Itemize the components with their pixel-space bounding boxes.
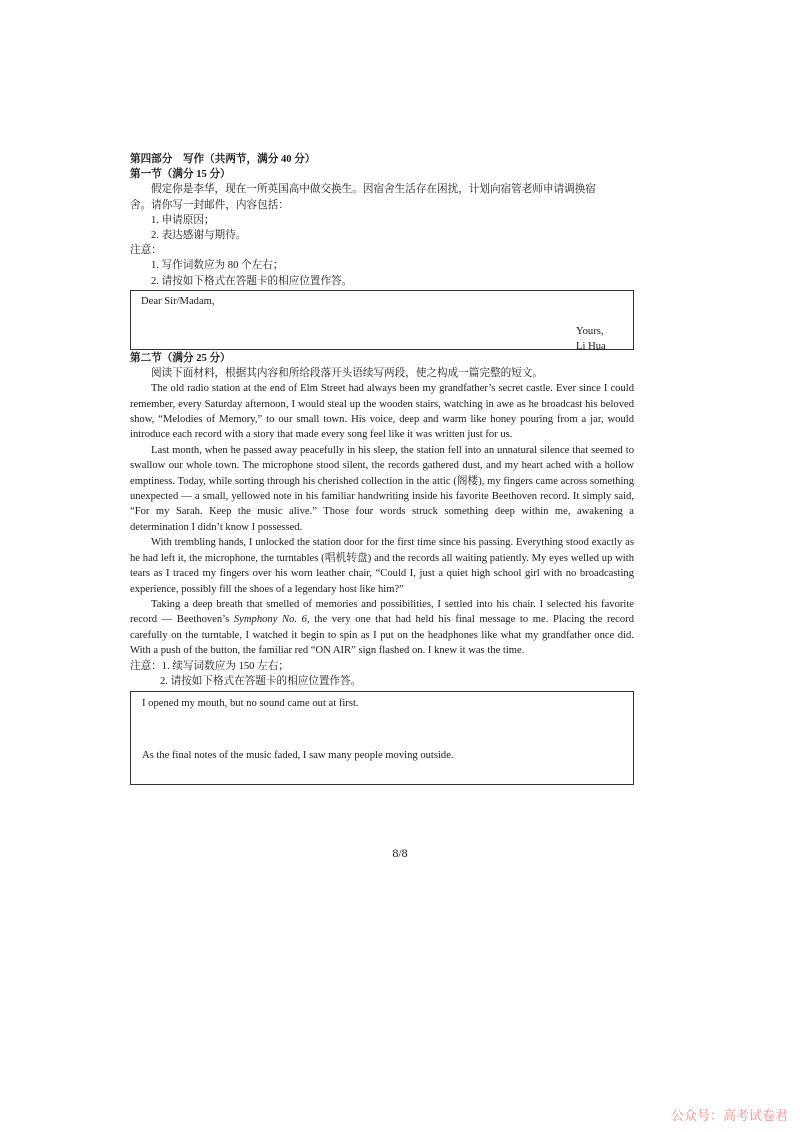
section1-item2: 2. 表达感谢与期待。 [151, 230, 247, 242]
section1-note1: 1. 写作词数应为 80 个左右； [151, 260, 284, 272]
section2-title: 第二节（满分 25 分） [130, 352, 231, 364]
section2-note-line1: 注意：1. 续写词数应为 150 左右； [130, 660, 289, 672]
continuation-start-2: As the final notes of the music faded, I saw many people moving outside. [142, 749, 454, 761]
story-paragraph-2: Last month, when he passed away peacefully in his sleep, the station fell into an unnatural silence that seemed to swallow our whole town. The microphone stood silent, the records gathered dust, and my heart ached with a hollow emptiness. Today, while sorting through his cherished collection in the attic (阁楼), my fingers came across something unexpected — a small, yellowed note in his familiar handwriting inside his favorite Beethoven record. It simply said, “For my Sarah. Keep the music alive.” Those four words struck something deep within me, awakening a determination I didn’t know I possessed. [130, 444, 634, 533]
letter-signature: Li Hua [576, 340, 606, 352]
section1-title: 第一节（满分 15 分） [130, 169, 231, 181]
section2-note-line2: 2. 请按如下格式在答题卡的相应位置作答。 [160, 675, 362, 687]
page-number: 8/8 [392, 846, 408, 860]
story-paragraph-3: With trembling hands, I unlocked the station door for the first time since his passing. Everything stood exactly as he had left it, the microphone, the turntables (唱机转盘) and the records all waiting patiently. My eyes welled up with tears as I traced my fingers over his worn leather chair, “Could I, just a quiet high school girl with no broadcasting experience, possibly fill the shoes of a legendary host like him?” [130, 537, 634, 595]
watermark: 公众号：高考试卷君 [670, 1109, 788, 1124]
part-title: 第四部分 写作（共两节，满分 40 分） [130, 154, 316, 165]
story-p4-part-a: Taking a deep breath that smelled of memories and possibilities, I settled into his chair. I selected his favorite record — Beethoven’s [130, 598, 634, 626]
section1-note-label: 注意： [130, 245, 162, 257]
story-paragraph-4 [130, 597, 634, 659]
section1-prompt-line1: 假定你是李华，现在一所英国高中做交换生。因宿舍生活存在困扰，计划向宿管老师申请调换宿 [151, 184, 596, 196]
section1-item1: 1. 申请原因； [151, 214, 215, 226]
continuation-answer-box [130, 691, 634, 785]
exam-page [130, 152, 634, 785]
section1-note2: 2. 请按如下格式在答题卡的相应位置作答。 [151, 275, 353, 287]
story-paragraph-1: The old radio station at the end of Elm Street had always been my grandfather’s secret castle. Ever since I could remember, every Saturday afternoon, I would steal up the wooden stairs, watching in awe as he broadcast his beloved show, “Melodies of Memory,” to our small town. His voice, deep and warm like honey pouring from a jar, would introduce each record with a story that made every song feel like it was written just for us. [130, 383, 634, 441]
story-p4-part-b: , the very one that had held his final message to me. Placing the record carefully on the turntable, I watched it begin to spin as I put on the headphones like what my grandfather once did. With a push of the button, the familiar red “ON AIR” sign flashed on. I knew it was the time. [130, 614, 634, 657]
letter-greeting: Dear Sir/Madam, [141, 295, 215, 307]
section1-prompt-line2: 舍。请你写一封邮件，内容包括： [130, 199, 289, 211]
letter-closing: Yours, [576, 325, 604, 337]
letter-answer-box [130, 290, 634, 350]
section2-intro: 阅读下面材料，根据其内容和所给段落开头语续写两段，使之构成一篇完整的短文。 [151, 368, 543, 380]
symphony-title: Symphony No. 6 [233, 614, 307, 626]
continuation-start-1: I opened my mouth, but no sound came out at first. [142, 697, 359, 709]
